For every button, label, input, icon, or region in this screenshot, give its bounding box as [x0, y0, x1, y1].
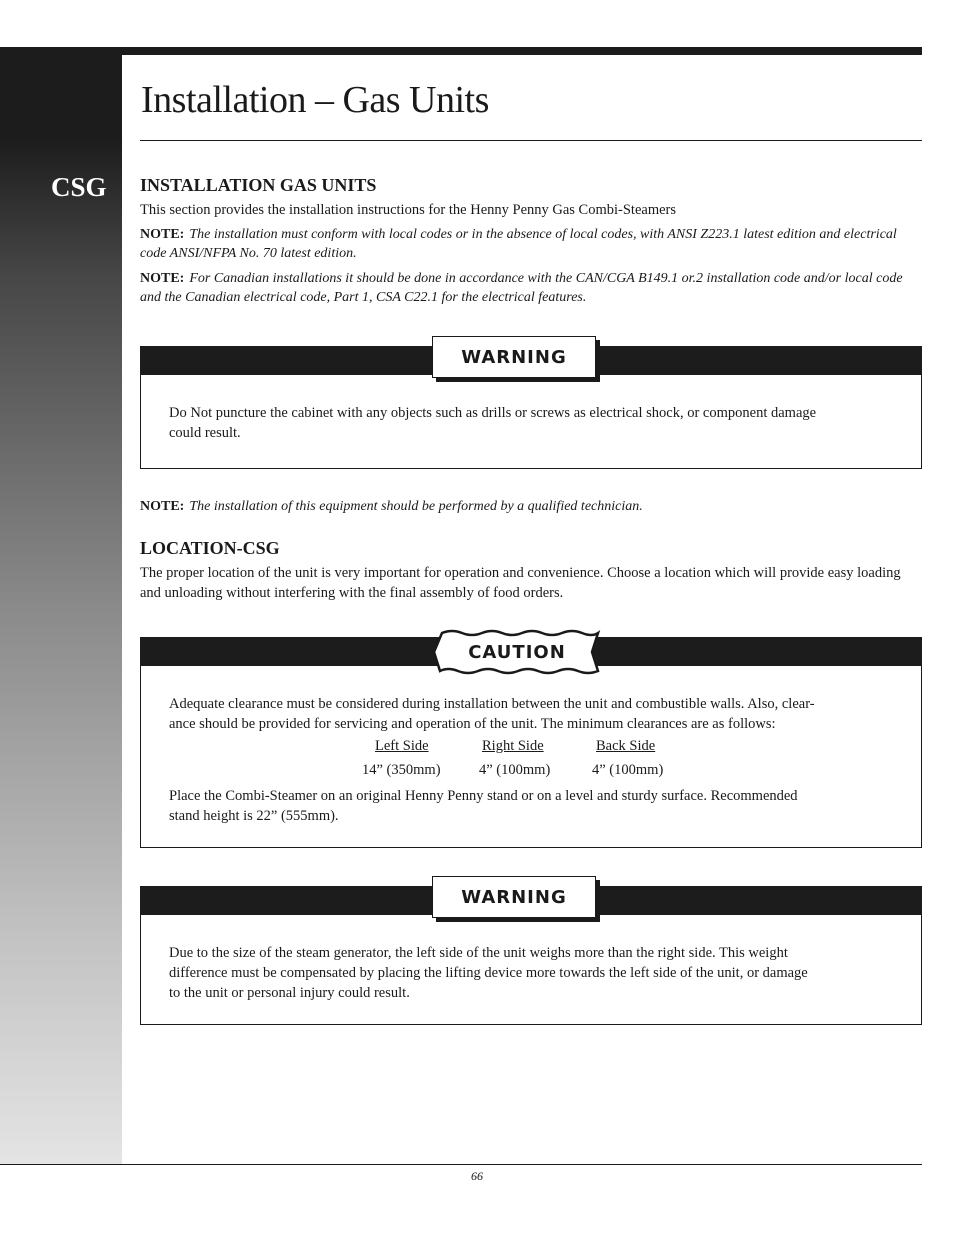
location-section — [140, 538, 922, 603]
location-text: The proper location of the unit is very important for operation and convenience. Choose a location which will provide easy loading and unloading without interfering with the final assembly of food orders. — [140, 565, 901, 601]
clearance-header-back: Back Side — [596, 738, 656, 754]
note-label: NOTE: — [140, 271, 185, 286]
intro-text: This section provides the installation instructions for the Henny Penny Gas Combi-Steamers — [140, 202, 677, 218]
page-title: Installation – Gas Units — [141, 79, 489, 121]
caution-badge — [432, 629, 602, 675]
intro-note-2 — [140, 269, 922, 307]
note-label: NOTE: — [140, 227, 185, 242]
clearance-value-right: 4” (100mm) — [479, 762, 551, 778]
warning-badge: WARNING — [432, 876, 596, 918]
warning-text: Do Not puncture the cabinet with any objects such as drills or screws as electrical shock, or component damage could result. — [169, 405, 817, 441]
clearance-header-right: Right Side — [482, 738, 544, 754]
warning-badge: WARNING — [432, 336, 596, 378]
technician-note — [140, 497, 922, 516]
footer-divider — [0, 1164, 922, 1165]
intro-heading: INSTALLATION GAS UNITS — [140, 175, 377, 195]
alert-body — [140, 375, 922, 469]
alert-body — [140, 915, 922, 1025]
title-divider — [140, 140, 922, 141]
note-text: The installation of this equipment should be performed by a qualified technician. — [189, 499, 643, 514]
header-bar — [122, 47, 922, 55]
section-tab-label: CSG — [51, 172, 107, 202]
intro-note-1 — [140, 225, 922, 263]
caution-text: Adequate clearance must be considered during installation between the unit and combustible walls. Also, clear- ance should be provided for servicing and operation of the unit. The minimum clearances are as follows: — [169, 696, 815, 732]
clearance-header-left: Left Side — [375, 738, 429, 754]
intro-section — [140, 175, 922, 307]
page-number: 66 — [471, 1169, 483, 1183]
clearance-value-left: 14” (350mm) — [362, 762, 441, 778]
section-sidebar — [0, 47, 122, 1164]
note-text: The installation must conform with local codes or in the absence of local codes, with ANSI Z223.1 latest edition and electrical code ANSI/NFPA No. 70 latest edition. — [140, 227, 897, 261]
clearance-value-back: 4” (100mm) — [592, 762, 664, 778]
note-text: For Canadian installations it should be done in accordance with the CAN/CGA B149.1 or.2 installation code and/or local code and the Canadian electrical code, Part 1, CSA C22.1 for the electrical features. — [140, 271, 903, 305]
caution-badge-label: CAUTION — [468, 641, 566, 663]
note-label: NOTE: — [140, 499, 185, 514]
alert-body — [140, 666, 922, 848]
location-heading: LOCATION-CSG — [140, 538, 280, 558]
caution-after-text: Place the Combi-Steamer on an original Henny Penny stand or on a level and sturdy surface. Recommended stand height is 22” (555mm). — [169, 788, 798, 824]
warning-text: Due to the size of the steam generator, the left side of the unit weighs more than the right side. This weight difference must be compensated by placing the lifting device more towards the left side of the unit, or damage to the unit or personal injury could result. — [169, 945, 808, 1001]
